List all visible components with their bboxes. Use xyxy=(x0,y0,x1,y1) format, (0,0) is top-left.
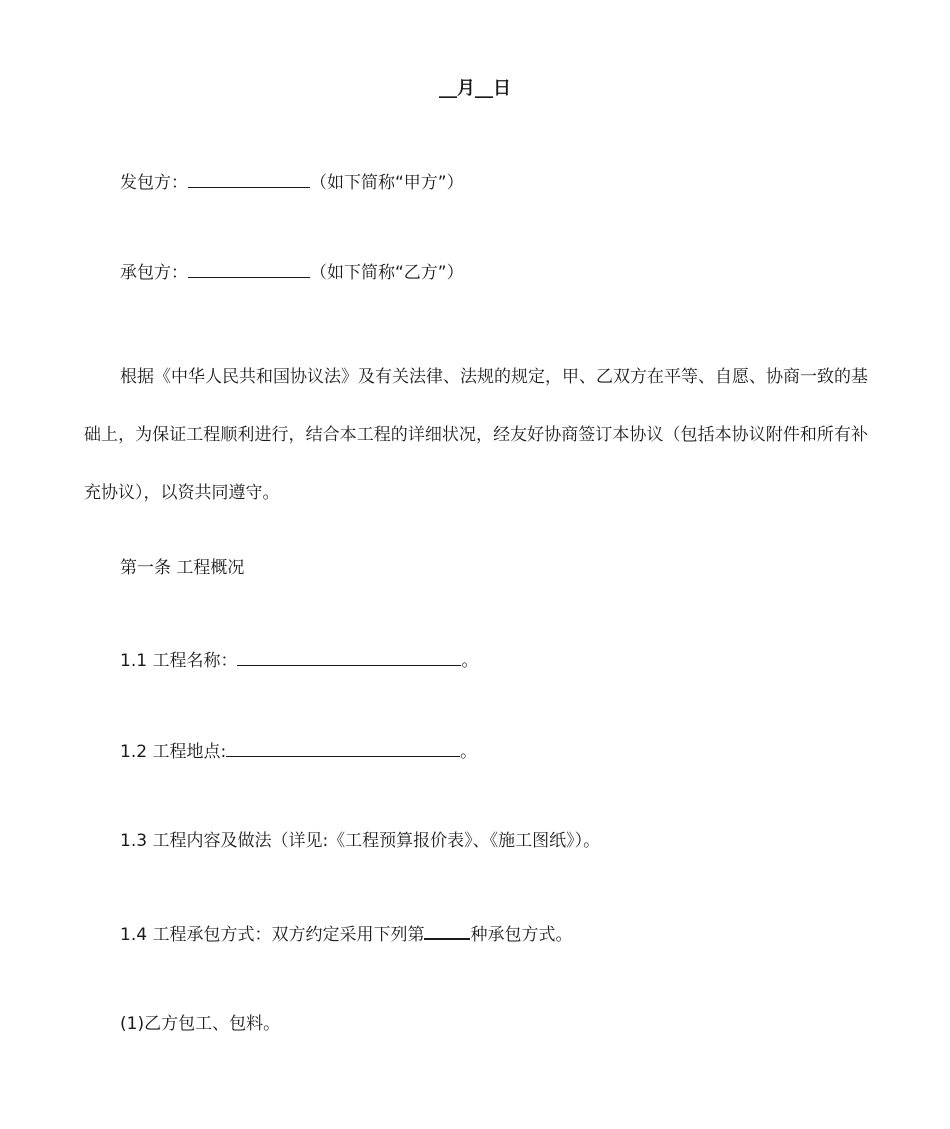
item-1-1-label: 1.1 工程名称： xyxy=(120,651,238,671)
item-1-2-end: 。 xyxy=(460,742,478,762)
item-1-3: 1.3 工程内容及做法（详见:《工程预算报价表》、《施工图纸》）。 xyxy=(120,831,601,851)
date-title: __月__日 xyxy=(439,78,511,99)
item-1-1 xyxy=(120,647,478,673)
contract-mode-blank[interactable] xyxy=(424,920,470,940)
party-b-blank[interactable] xyxy=(188,259,310,278)
party-b-suffix: （如下简称“乙方”） xyxy=(310,263,464,283)
item-1-2 xyxy=(120,738,477,764)
article-1-heading: 第一条 工程概况 xyxy=(120,558,245,578)
party-a-blank[interactable] xyxy=(188,169,310,188)
item-1-4-after: 种承包方式。 xyxy=(470,925,573,945)
preamble-paragraph: 根据《中华人民共和国协议法》及有关法律、法规的规定，甲、乙双方在平等、自愿、协商一致的基础上，为保证工程顺利进行，结合本工程的详细状况，经友好协商签订本协议（包括本协议附件和所有补充协议），以资共同遵守。 xyxy=(84,367,868,503)
project-location-blank[interactable] xyxy=(226,738,460,757)
party-b-label: 承包方： xyxy=(120,263,188,283)
party-a-label: 发包方： xyxy=(120,173,188,193)
item-1-4-before: 1.4 工程承包方式：双方约定采用下列第 xyxy=(120,925,425,945)
option-1: (1)乙方包工、包料。 xyxy=(120,1014,281,1034)
item-1-1-end: 。 xyxy=(461,651,479,671)
project-name-blank[interactable] xyxy=(237,647,461,666)
item-1-2-label: 1.2 工程地点: xyxy=(120,742,227,762)
party-a-suffix: （如下简称“甲方”） xyxy=(310,173,464,193)
party-a-line xyxy=(120,169,464,195)
item-1-4 xyxy=(120,920,572,947)
party-b-line xyxy=(120,259,464,285)
